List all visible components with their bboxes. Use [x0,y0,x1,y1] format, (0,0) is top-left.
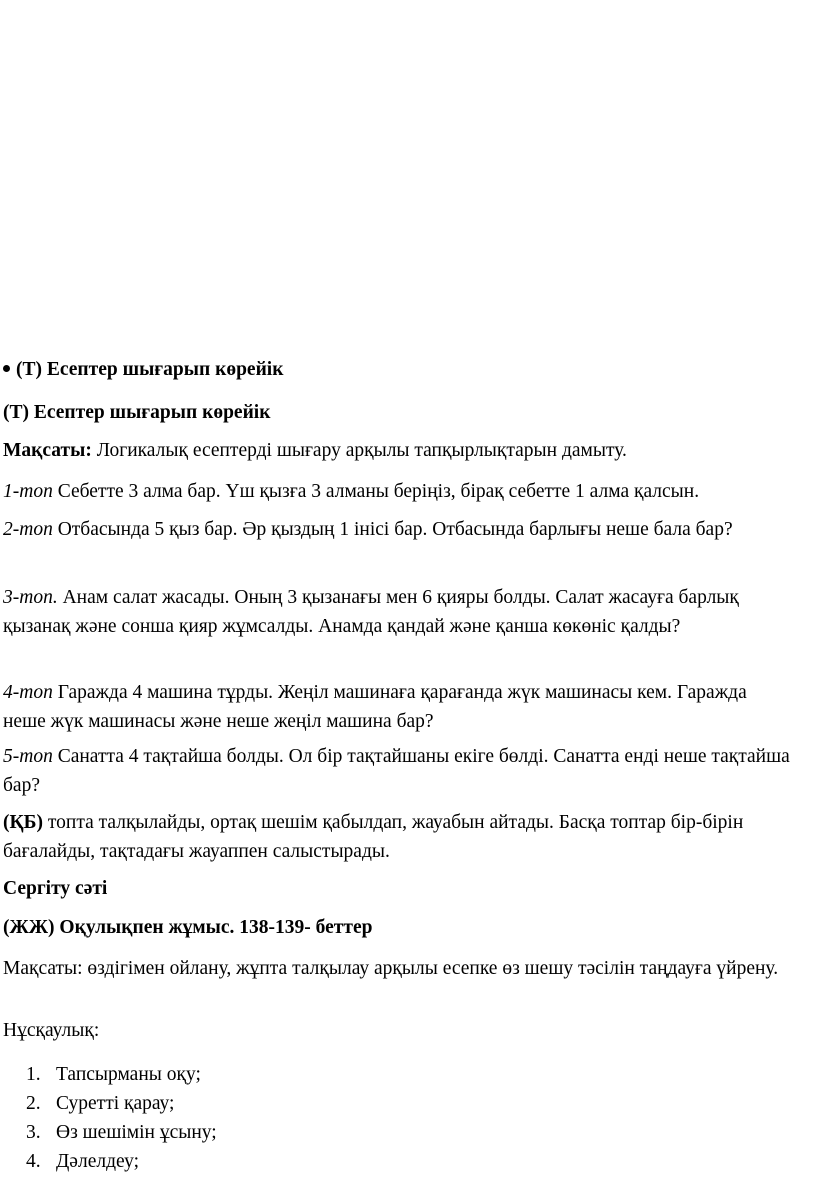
instruction-title: Нұсқаулық: [3,1020,100,1041]
task-text: Анам салат жасады. Оның 3 қызанағы мен 6 қияры болды. Салат жасауға барлық қызанақ және сонша қияр жұмсалды. Анамда қандай және қанша көкөніс қалды? [3,587,739,637]
goal-paragraph [3,436,798,465]
task-text: Себетте 3 алма бар. Үш қызға 3 алманы беріңіз, бірақ себетте 1 алма қалсын. [52,481,700,502]
section-heading: (Т) Есептер шығарып көрейік [3,402,271,423]
task-label: 3-топ. [3,587,58,608]
bullet-heading [3,355,798,384]
task-group-4 [3,678,778,736]
break-title: Сергіту сәті [3,878,108,899]
list-item-number: 3. [26,1122,41,1143]
task-group-2 [3,515,773,544]
goal-text: Логикалық есептерді шығару арқылы тапқырлықтарын дамыту. [91,440,627,461]
task-group-5 [3,742,803,800]
task-text: Отбасында 5 қыз бар. Әр қыздың 1 інісі бар. Отбасында барлығы неше бала бар? [52,519,733,540]
task-text: Санатта 4 тақтайша болды. Ол бір тақтайшаны екіге бөлді. Санатта енді неше тақтайша бар? [3,746,790,796]
task-group-1 [3,477,798,506]
list-item-number: 1. [26,1064,41,1085]
task-text: Гаражда 4 машина тұрды. Жеңіл машинаға қарағанда жүк машинасы кем. Гаражда неше жүк машинасы және неше жеңіл машина бар? [3,682,747,732]
task-label: 2-топ [3,519,53,540]
list-item-text: Тапсырманы оқу; [56,1064,201,1085]
list-item-text: Дәлелдеу; [56,1151,140,1172]
task-label: 5-топ [3,746,53,767]
task-group-3 [3,583,773,641]
list-item-number: 4. [26,1151,41,1172]
work-title: (ЖЖ) Оқулықпен жұмыс. 138-139- беттер [3,917,373,938]
assessment-text: топта талқылайды, ортақ шешім қабылдап, жауабын айтады. Басқа топтар бір-бірін бағалайды, тақтадағы жауаппен салыстырады. [3,812,744,862]
assessment-paragraph [3,808,798,866]
task-label: 4-топ [3,682,53,703]
work-goal: Мақсаты: өздігімен ойлану, жұпта талқылау арқылы есепке өз шешу тәсілін таңдауға үйрену. [3,958,779,979]
list-item-text: Өз шешімін ұсыну; [56,1122,217,1143]
goal-label: Мақсаты: [3,440,92,461]
bullet-icon [3,365,10,372]
list-item-text: Суретті қарау; [56,1093,175,1114]
list-item-number: 2. [26,1093,41,1114]
bullet-heading-text: (Т) Есептер шығарып көрейік [16,359,284,380]
task-label: 1-топ [3,481,53,502]
assessment-label: (ҚБ) [3,812,44,833]
